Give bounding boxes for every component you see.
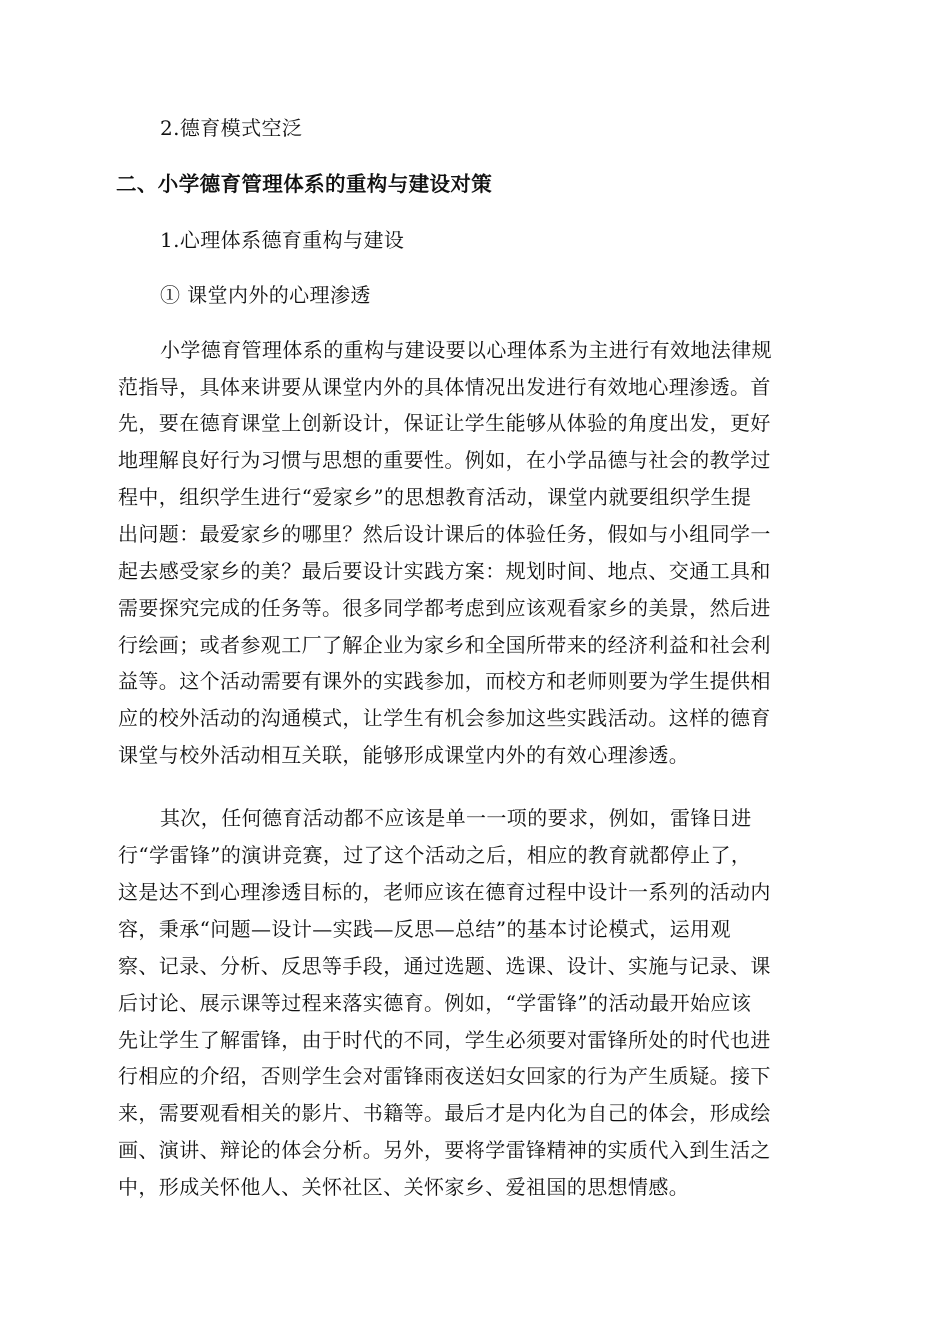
sub-heading-classroom-psych: ① 课堂内外的心理渗透 — [160, 283, 371, 307]
paragraph-line: 来，需要观看相关的影片、书籍等。最后才是内化为自己的体会，形成绘 — [118, 1101, 771, 1125]
paragraph-line: 中，形成关怀他人、关怀社区、关怀家乡、爱祖国的思想情感。 — [118, 1175, 690, 1199]
paragraph-line: 程中，组织学生进行“爱家乡”的思想教育活动，课堂内就要组织学生提 — [118, 485, 752, 509]
paragraph-line: 其次，任何德育活动都不应该是单一一项的要求，例如，雷锋日进 — [160, 806, 752, 830]
paragraph-line: 察、记录、分析、反思等手段，通过选题、选课、设计、实施与记录、课 — [118, 954, 771, 978]
paragraph-line: 行相应的介绍，否则学生会对雷锋雨夜送妇女回家的行为产生质疑。接下 — [118, 1064, 771, 1088]
paragraph-line: 后讨论、展示课等过程来落实德育。例如，“学雷锋”的活动最开始应该 — [118, 991, 752, 1015]
paragraph-line: 行绘画；或者参观工厂了解企业为家乡和全国所带来的经济利益和社会利 — [118, 633, 771, 657]
paragraph-line: 起去感受家乡的美？最后要设计实践方案：规划时间、地点、交通工具和 — [118, 559, 771, 583]
sub-heading-psych-system: 1.心理体系德育重构与建设 — [160, 228, 405, 252]
sub-heading-moral-mode: 2.德育模式空泛 — [160, 116, 303, 140]
paragraph-line: 这是达不到心理渗透目标的，老师应该在德育过程中设计一系列的活动内 — [118, 880, 771, 904]
paragraph-line: 需要探究完成的任务等。很多同学都考虑到应该观看家乡的美景，然后进 — [118, 596, 771, 620]
paragraph-line: 先让学生了解雷锋，由于时代的不同，学生必须要对雷锋所处的时代也进 — [118, 1028, 771, 1052]
paragraph-line: 地理解良好行为习惯与思想的重要性。例如，在小学品德与社会的教学过 — [118, 448, 771, 472]
paragraph-line: 范指导，具体来讲要从课堂内外的具体情况出发进行有效地心理渗透。首 — [118, 375, 771, 399]
paragraph-line: 容，秉承“问题—设计—实践—反思—总结”的基本讨论模式，运用观 — [118, 917, 731, 941]
paragraph-line: 小学德育管理体系的重构与建设要以心理体系为主进行有效地法律规 — [160, 338, 772, 362]
paragraph-line: 画、演讲、辩论的体会分析。另外，要将学雷锋精神的实质代入到生活之 — [118, 1138, 771, 1162]
paragraph-line: 先，要在德育课堂上创新设计，保证让学生能够从体验的角度出发，更好 — [118, 411, 771, 435]
paragraph-line: 行“学雷锋”的演讲竞赛，过了这个活动之后，相应的教育就都停止了， — [118, 843, 752, 867]
paragraph-line: 益等。这个活动需要有课外的实践参加，而校方和老师则要为学生提供相 — [118, 669, 771, 693]
paragraph-line: 出问题：最爱家乡的哪里？然后设计课后的体验任务，假如与小组同学一 — [118, 522, 771, 546]
paragraph-line: 应的校外活动的沟通模式，让学生有机会参加这些实践活动。这样的德育 — [118, 706, 771, 730]
paragraph-line: 课堂与校外活动相互关联，能够形成课堂内外的有效心理渗透。 — [118, 743, 690, 767]
section-heading: 二、小学德育管理体系的重构与建设对策 — [116, 172, 493, 196]
